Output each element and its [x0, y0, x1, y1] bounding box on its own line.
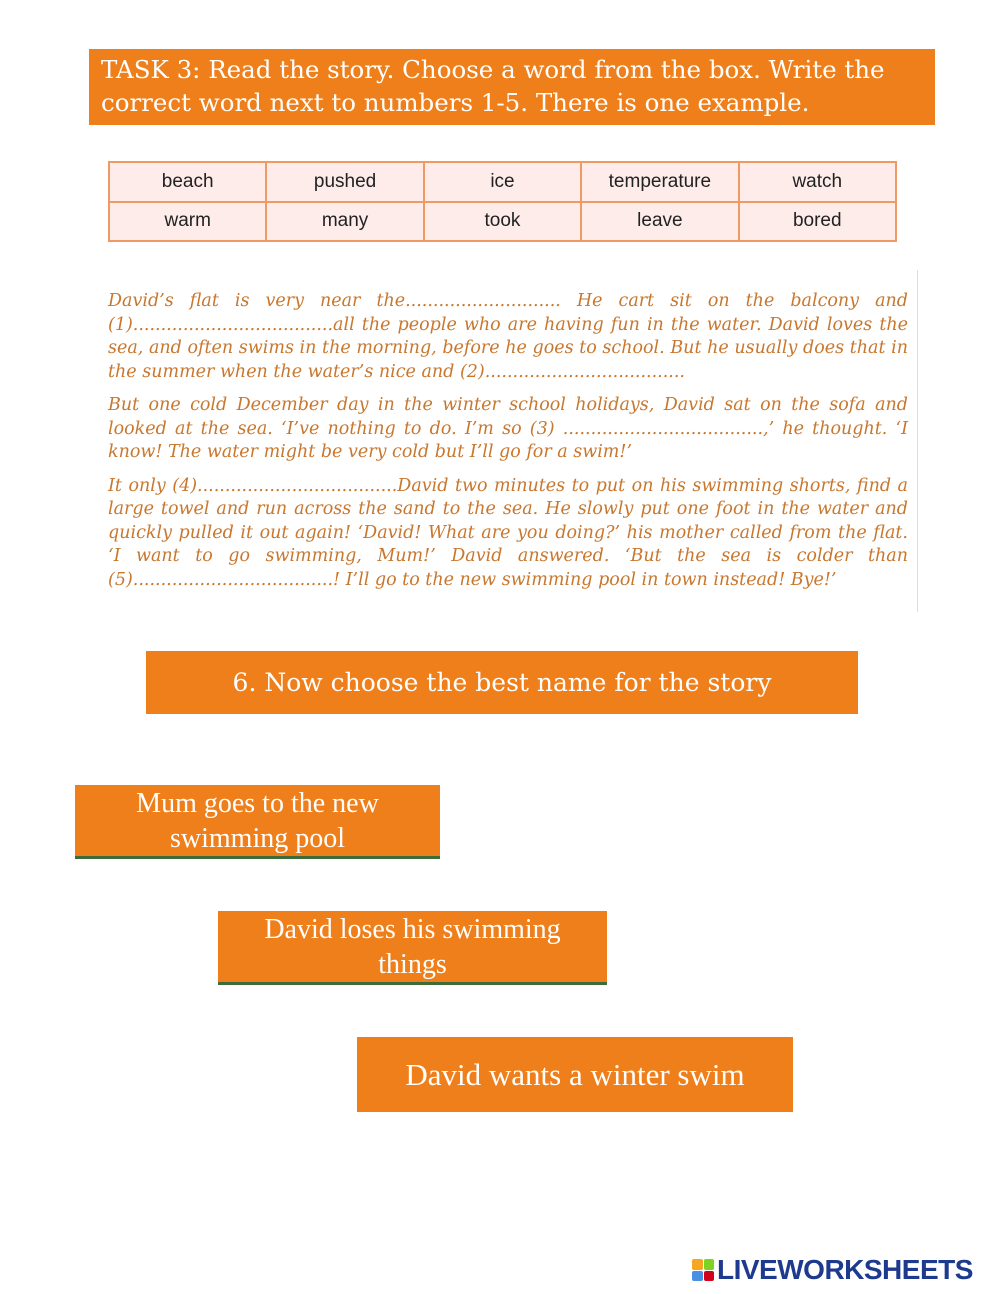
word-box-cell: warm [109, 202, 266, 242]
word-box-table [108, 161, 897, 242]
story-divider [917, 270, 918, 612]
question-6-label: 6. Now choose the best name for the story [232, 668, 772, 697]
liveworksheets-logo-icon [692, 1259, 714, 1281]
word-box-cell: beach [109, 162, 266, 202]
word-box-cell: bored [739, 202, 896, 242]
word-box-cell: pushed [266, 162, 423, 202]
word-box-cell: watch [739, 162, 896, 202]
brand-name: LIVEWORKSHEETS [717, 1254, 973, 1285]
word-box-cell: temperature [581, 162, 738, 202]
question-6-banner [146, 651, 858, 714]
word-box-cell: leave [581, 202, 738, 242]
story-paragraph-1: David’s flat is very near the............................ He cart sit on the balcony and (1)....................................all the people who are having fun in the water. David loves the sea, and often swims in the morning, before he goes to school. But he usually does that in the summer when the water’s nice and (2).................................... [108, 291, 908, 382]
word-box-row [109, 202, 896, 242]
story-paragraph-2: But one cold December day in the winter school holidays, David sat on the sofa and looked at the sea. ‘I’ve nothing to do. I’m so (3) ....................................,’ he thought. ‘I know! The water might be very cold but I’ll go for a swim!’ [108, 395, 908, 462]
task-instructions-text: TASK 3: Read the story. Choose a word from the box. Write the correct word next to numbers 1-5. There is one example. [101, 55, 885, 117]
word-box-row [109, 162, 896, 202]
word-box-cell: many [266, 202, 423, 242]
answer-option-label: David wants a winter swim [405, 1057, 745, 1092]
answer-option-label: David loses his swimming things [264, 913, 561, 980]
story-paragraph-3: It only (4)....................................David two minutes to put on his swimming shorts, find a large towel and run across the sand to the sea. He slowly put one foot in the water and quickly pulled it out again! ‘David! What are you doing?’ his mother called from the flat. ‘I want to go swimming, Mum!’ David answered. ‘But the sea is colder than (5)....................................! I’ll go to the new swimming pool in town instead! Bye!’ [108, 475, 908, 590]
story-text [108, 290, 908, 602]
word-box-cell: ice [424, 162, 581, 202]
answer-option-3[interactable] [357, 1037, 793, 1112]
word-box-cell: took [424, 202, 581, 242]
answer-option-label: Mum goes to the new swimming pool [136, 787, 379, 854]
answer-option-2[interactable] [218, 911, 607, 985]
liveworksheets-brand [692, 1254, 973, 1286]
task-instructions-banner [89, 49, 935, 125]
answer-option-1[interactable] [75, 785, 440, 859]
